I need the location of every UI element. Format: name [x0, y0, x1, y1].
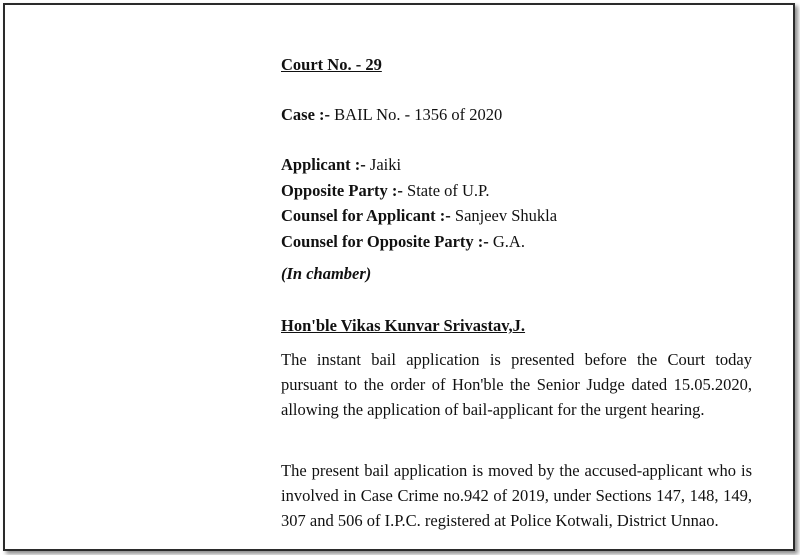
- document-frame: [3, 3, 795, 551]
- case-label: Case :-: [281, 105, 331, 124]
- counsel-applicant-line: [281, 205, 557, 227]
- applicant-value: Jaiki: [369, 155, 402, 174]
- applicant-label: Applicant :-: [281, 155, 366, 174]
- opposite-party-label: Opposite Party :-: [281, 181, 403, 200]
- opposite-party-value: State of U.P.: [407, 181, 490, 200]
- case-line: [281, 104, 502, 126]
- paragraph-bail-details: The present bail application is moved by the accused-applicant who is involved in Case Crime no.942 of 2019, under Sections 147, 148, 149, 307 and 506 of I.P.C. registered at Police Kotwali, District Unnao.: [281, 461, 752, 530]
- counsel-applicant-label: Counsel for Applicant :-: [281, 206, 451, 225]
- counsel-applicant-value: Sanjeev Shukla: [454, 206, 558, 225]
- opposite-party-line: [281, 180, 490, 202]
- counsel-opposite-line: [281, 231, 525, 253]
- paragraph-bail-presentation: The instant bail application is presented before the Court today pursuant to the order of Hon'ble the Senior Judge dated 15.05.2020, allowing the application of bail-applicant for the urgent hearing.: [281, 350, 752, 419]
- applicant-line: [281, 154, 401, 176]
- court-number: Court No. - 29: [281, 55, 382, 74]
- counsel-opposite-value: G.A.: [492, 232, 525, 251]
- case-value: BAIL No. - 1356 of 2020: [334, 105, 503, 124]
- judge-name: Hon'ble Vikas Kunvar Srivastav,J.: [281, 316, 526, 335]
- hearing-note: (In chamber): [281, 264, 372, 283]
- counsel-opposite-label: Counsel for Opposite Party :-: [281, 232, 489, 251]
